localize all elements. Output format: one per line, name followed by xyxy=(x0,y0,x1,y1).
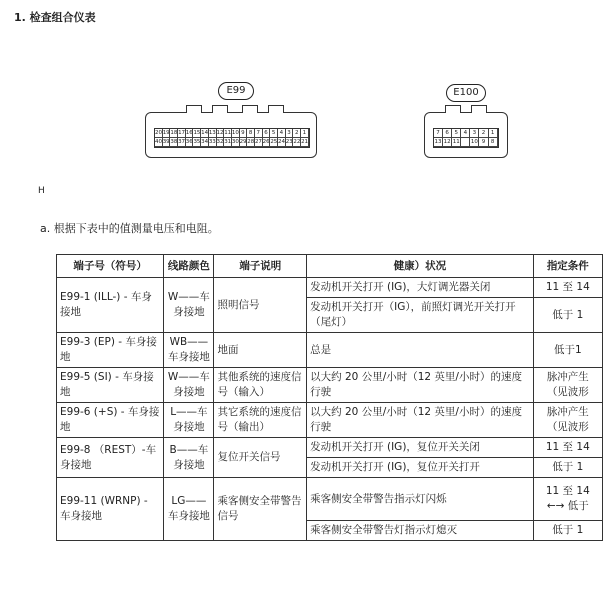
connector-latch xyxy=(471,105,487,113)
connector-pin: 6 xyxy=(263,129,271,138)
cell-wire-color: LG——车身接地 xyxy=(164,478,214,541)
header-spec: 指定条件 xyxy=(533,255,602,278)
connector-latch xyxy=(242,105,258,113)
connector-pin: 38 xyxy=(170,139,178,145)
table-row xyxy=(57,333,603,368)
connector-pin: 9 xyxy=(479,138,488,147)
cell-description: 照明信号 xyxy=(214,278,307,333)
table-row xyxy=(57,278,603,298)
connector-pin: 21 xyxy=(301,139,309,145)
cell-terminal: E99-5 (SI) - 车身接地 xyxy=(57,368,164,403)
cell-terminal: E99-1 (ILL-) - 车身接地 xyxy=(57,278,164,333)
connector-pin: 5 xyxy=(452,129,461,138)
connector-e100-diagram xyxy=(424,112,508,158)
connector-pin: 23 xyxy=(285,139,293,145)
connector-pin: 33 xyxy=(208,139,216,145)
connector-pin: 34 xyxy=(201,139,209,145)
connector-pin: 11 xyxy=(452,139,460,145)
cell-condition: 乘客侧安全带警告指示灯闪烁 xyxy=(307,478,533,521)
connector-pin: 36 xyxy=(185,139,193,145)
spec-table xyxy=(56,254,603,541)
connector-pin: 4 xyxy=(278,129,286,138)
connector-pin: 13 xyxy=(208,130,216,136)
connector-pin: 12 xyxy=(443,139,451,145)
cell-condition: 乘客侧安全带警告灯指示灯熄灭 xyxy=(307,521,533,541)
connector-pin: 16 xyxy=(185,130,193,136)
connector-pin: 32 xyxy=(216,139,224,145)
connector-pin: 1 xyxy=(489,129,498,138)
connector-pin: 9 xyxy=(240,129,248,138)
header-description: 端子说明 xyxy=(214,255,307,278)
connector-pin: 24 xyxy=(278,139,285,145)
cell-condition: 发动机开关打开（IG），前照灯调光开关打开（尾灯） xyxy=(307,298,533,333)
connector-e100-label: E100 xyxy=(446,84,486,102)
cell-condition: 以大约 20 公里/小时（12 英里/小时）的速度行驶 xyxy=(307,368,533,403)
connector-pin: 29 xyxy=(239,139,247,145)
connector-latch xyxy=(186,105,202,113)
connector-pin: 39 xyxy=(162,139,170,145)
connector-pin: 15 xyxy=(193,130,201,136)
connector-pin: 5 xyxy=(270,129,278,138)
cell-description: 乘客侧安全带警告信号 xyxy=(214,478,307,541)
connector-e99-label: E99 xyxy=(218,82,254,100)
connector-pin: 1 xyxy=(301,129,309,138)
cell-spec: 11 至 14 ←→ 低于 xyxy=(533,478,602,521)
table-row xyxy=(57,478,603,521)
connector-pin: 3 xyxy=(286,129,294,138)
cell-spec: 11 至 14 xyxy=(533,278,602,298)
cell-wire-color: W——车身接地 xyxy=(164,278,214,333)
connector-pin: 4 xyxy=(461,129,470,138)
table-row xyxy=(57,403,603,438)
header-terminal: 端子号（符号） xyxy=(57,255,164,278)
connector-pin: 8 xyxy=(247,129,255,138)
connector-pin: 10 xyxy=(470,139,478,145)
cell-description: 其他系统的速度信号（输入） xyxy=(214,368,307,403)
instruction-step-a: a. 根据下表中的值测量电压和电阻。 xyxy=(40,222,219,235)
connector-pin: 37 xyxy=(178,139,186,145)
connector-latch xyxy=(212,105,228,113)
cell-spec: 低于 1 xyxy=(533,521,602,541)
table-row xyxy=(57,438,603,458)
connector-pin: 7 xyxy=(255,129,263,138)
cell-condition: 以大约 20 公里/小时（12 英里/小时）的速度行驶 xyxy=(307,403,533,438)
connector-pin: 17 xyxy=(178,130,186,136)
connector-pin: 30 xyxy=(231,139,239,145)
cell-spec: 低于1 xyxy=(533,333,602,368)
connector-pin: 2 xyxy=(293,129,301,138)
connector-pin: 11 xyxy=(224,130,232,136)
connector-e99-diagram xyxy=(145,112,317,158)
cell-spec: 低于 1 xyxy=(533,458,602,478)
connector-latch xyxy=(445,105,461,113)
connector-pin: 14 xyxy=(201,130,209,136)
connector-latch xyxy=(268,105,284,113)
table-row xyxy=(57,368,603,403)
connector-pin: 3 xyxy=(470,129,479,138)
connector-e100-pins xyxy=(433,128,499,148)
connector-pin: 28 xyxy=(247,139,255,145)
cell-terminal: E99-11 (WRNP) - 车身接地 xyxy=(57,478,164,541)
cell-wire-color: L——车身接地 xyxy=(164,403,214,438)
cell-condition: 总是 xyxy=(307,333,533,368)
header-condition: 健康）状况 xyxy=(307,255,533,278)
header-wire-color: 线路颜色 xyxy=(164,255,214,278)
connector-pin: 12 xyxy=(216,130,224,136)
connector-pin: 35 xyxy=(193,139,201,145)
connector-pin: 40 xyxy=(155,139,162,145)
connector-pin: 19 xyxy=(162,130,170,136)
cell-description: 复位开关信号 xyxy=(214,438,307,478)
page-heading: 1. 检查组合仪表 xyxy=(14,11,96,24)
connector-pin: 10 xyxy=(231,130,239,136)
connector-pin: 25 xyxy=(270,139,278,145)
connector-pin: 18 xyxy=(170,130,178,136)
connector-pin: 7 xyxy=(434,129,443,138)
cell-condition: 发动机开关打开 (IG)，复位开关打开 xyxy=(307,458,533,478)
connector-pin: 2 xyxy=(479,129,488,138)
connector-pin: 8 xyxy=(489,138,498,147)
cell-wire-color: WB——车身接地 xyxy=(164,333,214,368)
cell-spec: 低于 1 xyxy=(533,298,602,333)
cell-spec: 脉冲产生（见波形 xyxy=(533,403,602,438)
cell-description: 地面 xyxy=(214,333,307,368)
cell-spec: 脉冲产生（见波形 xyxy=(533,368,602,403)
cell-wire-color: W——车身接地 xyxy=(164,368,214,403)
connector-pin: 20 xyxy=(155,130,162,136)
cell-spec: 11 至 14 xyxy=(533,438,602,458)
connector-pin: 27 xyxy=(254,139,262,145)
cell-terminal: E99-8 （REST）-车身接地 xyxy=(57,438,164,478)
table-header-row xyxy=(57,255,603,278)
connector-pin: 26 xyxy=(262,139,270,145)
connector-pin xyxy=(461,138,470,147)
cell-terminal: E99-6 (+S) - 车身接地 xyxy=(57,403,164,438)
cell-terminal: E99-3 (EP) - 车身接地 xyxy=(57,333,164,368)
connector-pin: 22 xyxy=(293,139,301,145)
marker-h: H xyxy=(38,186,45,196)
cell-description: 其它系统的速度信号（输出） xyxy=(214,403,307,438)
cell-condition: 发动机开关打开 (IG)，大灯调光器关闭 xyxy=(307,278,533,298)
cell-condition: 发动机开关打开 (IG)，复位开关关闭 xyxy=(307,438,533,458)
connector-pin: 13 xyxy=(434,139,442,145)
connector-pin: 31 xyxy=(224,139,232,145)
connector-e99-pins xyxy=(154,128,310,148)
cell-wire-color: B——车身接地 xyxy=(164,438,214,478)
connector-pin: 6 xyxy=(443,129,452,138)
